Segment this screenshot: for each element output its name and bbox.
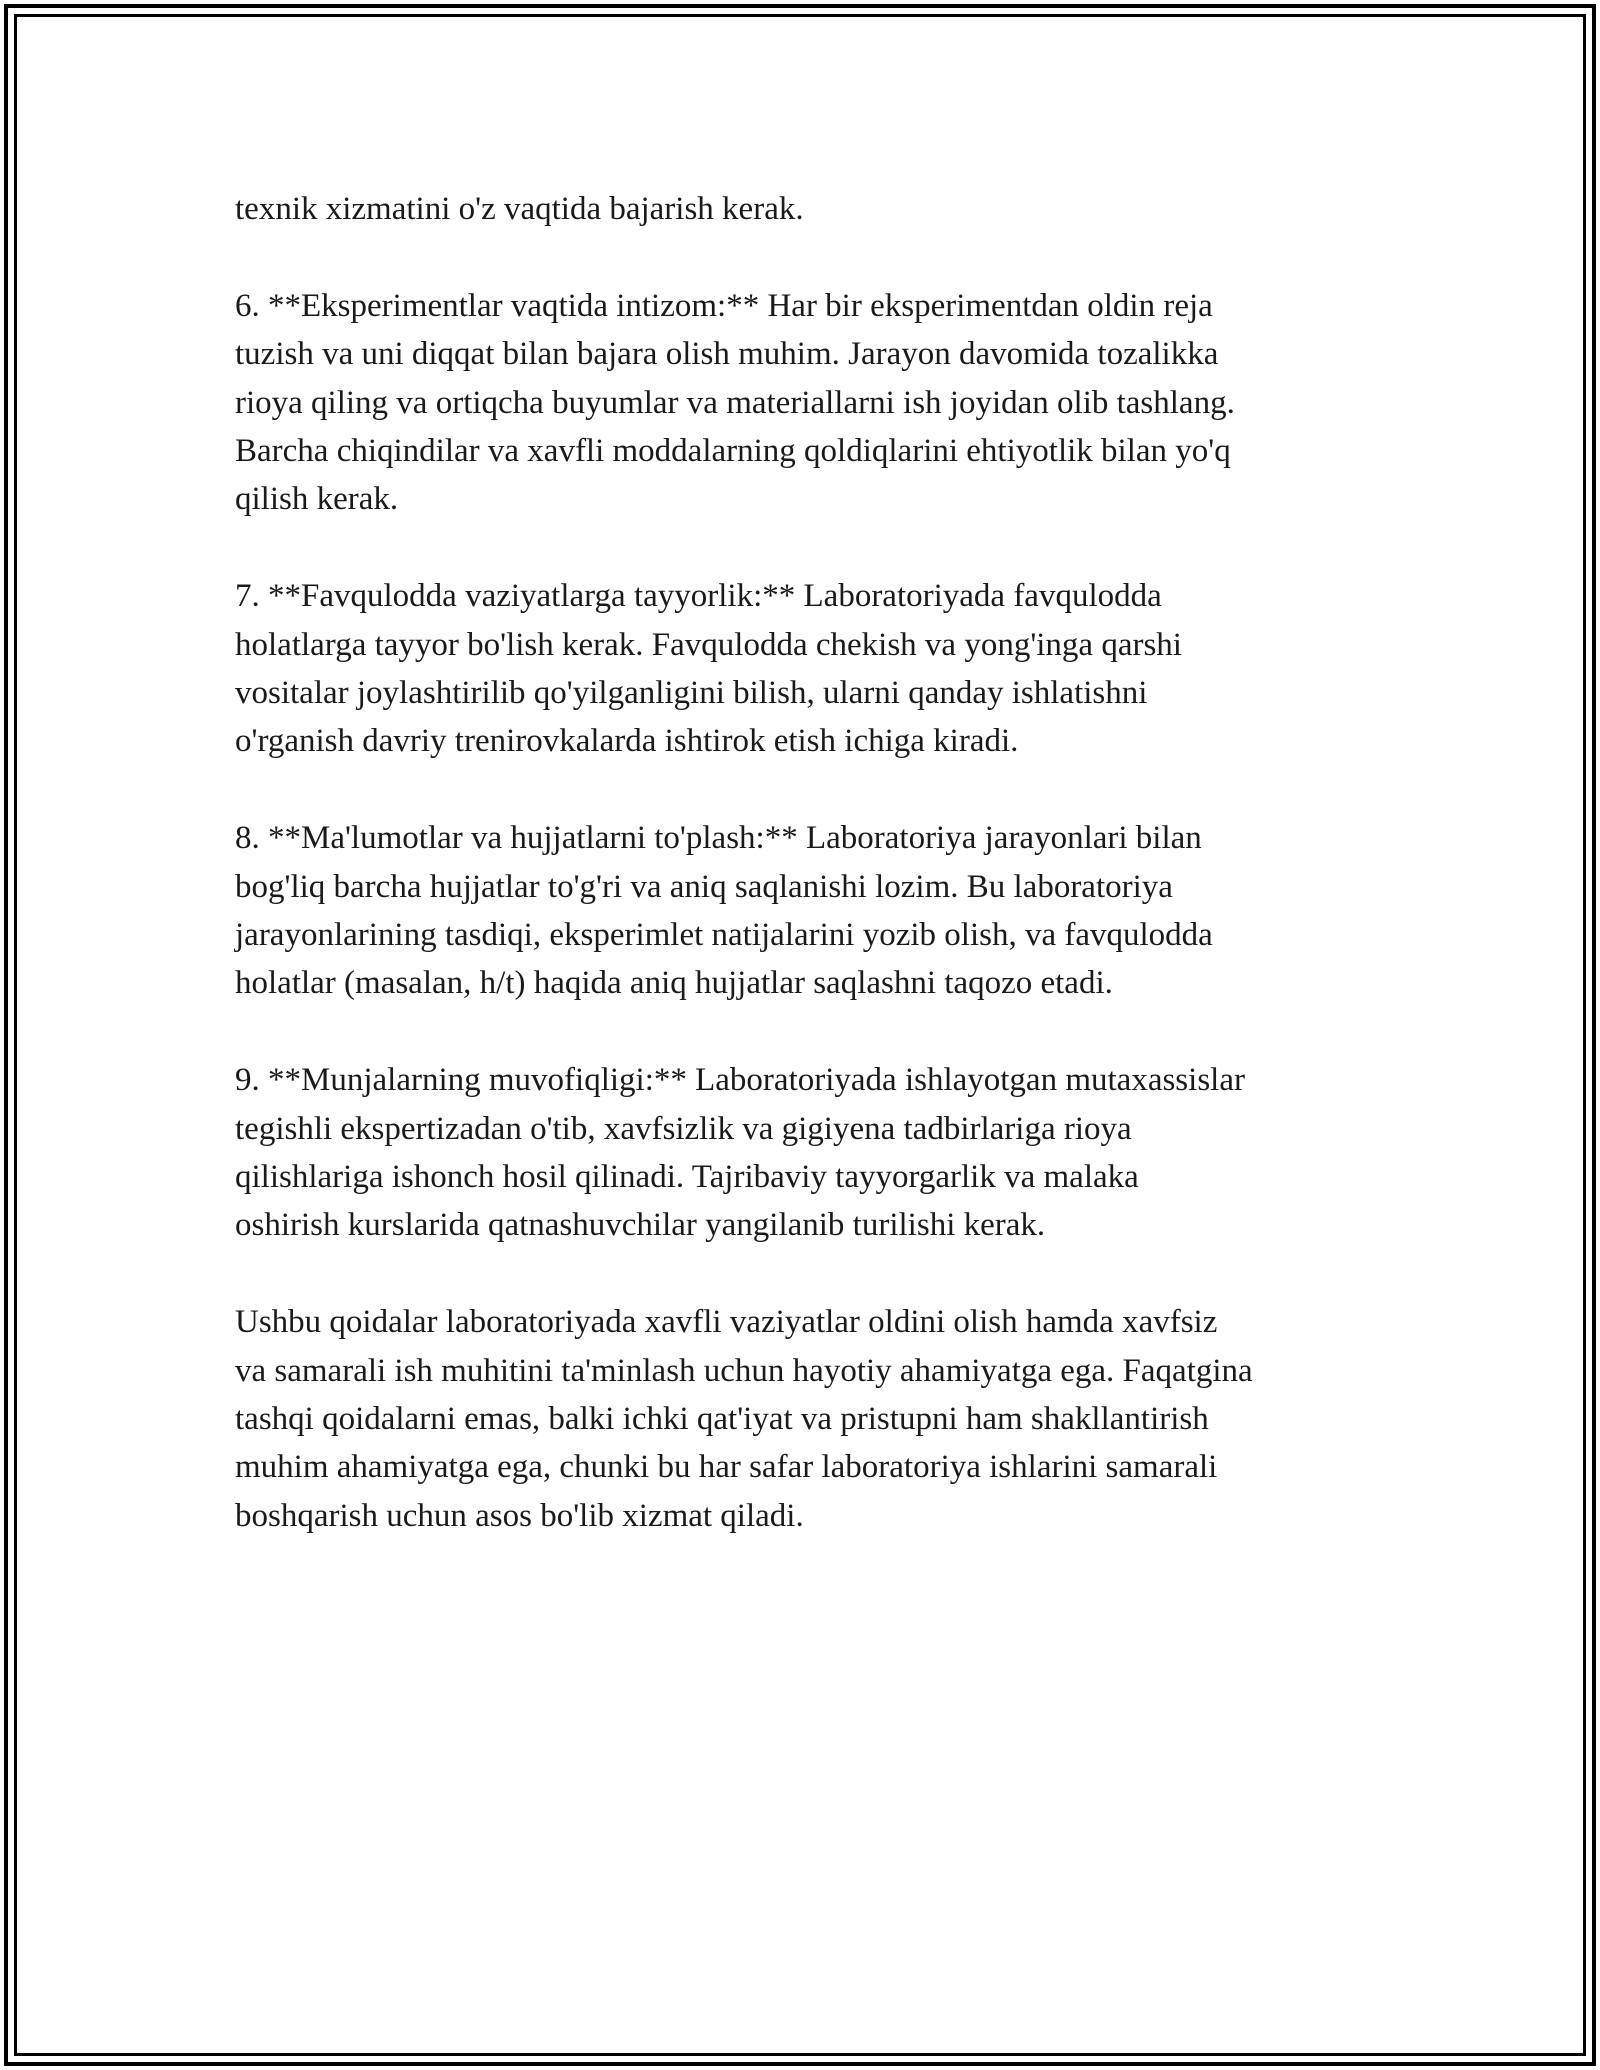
document-body [235,185,1385,1589]
paragraph-item-6: 6. **Eksperimentlar vaqtida intizom:** Har bir eksperimentdan oldin reja tuzish va uni diqqat bilan bajara olish muhim. Jarayon davomida tozalikka rioya qiling va ortiqcha buyumlar va materiallarni ish joyidan olib tashlang. Barcha chiqindilar va xavfli moddalarning qoldiqlarini ehtiyotlik bilan yo'q qilish kerak. [235,287,1235,518]
paragraph-conclusion: Ushbu qoidalar laboratoriyada xavfli vaziyatlar oldini olish hamda xavfsiz va samarali ish muhitini ta'minlash uchun hayotiy ahamiyatga ega. Faqatgina tashqi qoidalarni emas, balki ichki qat'iyat va pristupni ham shakllantirish muhim ahamiyatga ega, chunki bu har safar laboratoriya ishlarini samarali boshqarish uchun asos bo'lib xizmat qiladi. [235,1304,1253,1534]
paragraph-item-8: 8. **Ma'lumotlar va hujjatlarni to'plash:** Laboratoriya jarayonlari bilan bog'liq barcha hujjatlar to'g'ri va aniq saqlanishi lozim. Bu laboratoriya jarayonlarining tasdiqi, eksperimlet natijalarini yozib olish, va favqulodda holatlar (masalan, h/t) haqida aniq hujjatlar saqlashni taqozo etadi. [235,820,1213,1002]
paragraph-item-9: 9. **Munjalarning muvofiqligi:** Laboratoriyada ishlayotgan mutaxassislar tegishli ekspertizadan o'tib, xavfsizlik va gigiyena tadbirlariga rioya qilishlariga ishonch hosil qilinadi. Tajribaviy tayyorgarlik va malaka oshirish kurslarida qatnashuvchilar yangilanib turilishi kerak. [235,1062,1245,1244]
paragraph-continuation: texnik xizmatini o'z vaqtida bajarish kerak. [235,191,804,227]
paragraph-item-7: 7. **Favqulodda vaziyatlarga tayyorlik:** Laboratoriyada favqulodda holatlarga tayyor bo'lish kerak. Favqulodda chekish va yong'inga qarshi vositalar joylashtirilib qo'yilganligini bilish, ularni qanday ishlatishni o'rganish davriy trenirovkalarda ishtirok etish ichiga kiradi. [235,578,1182,760]
